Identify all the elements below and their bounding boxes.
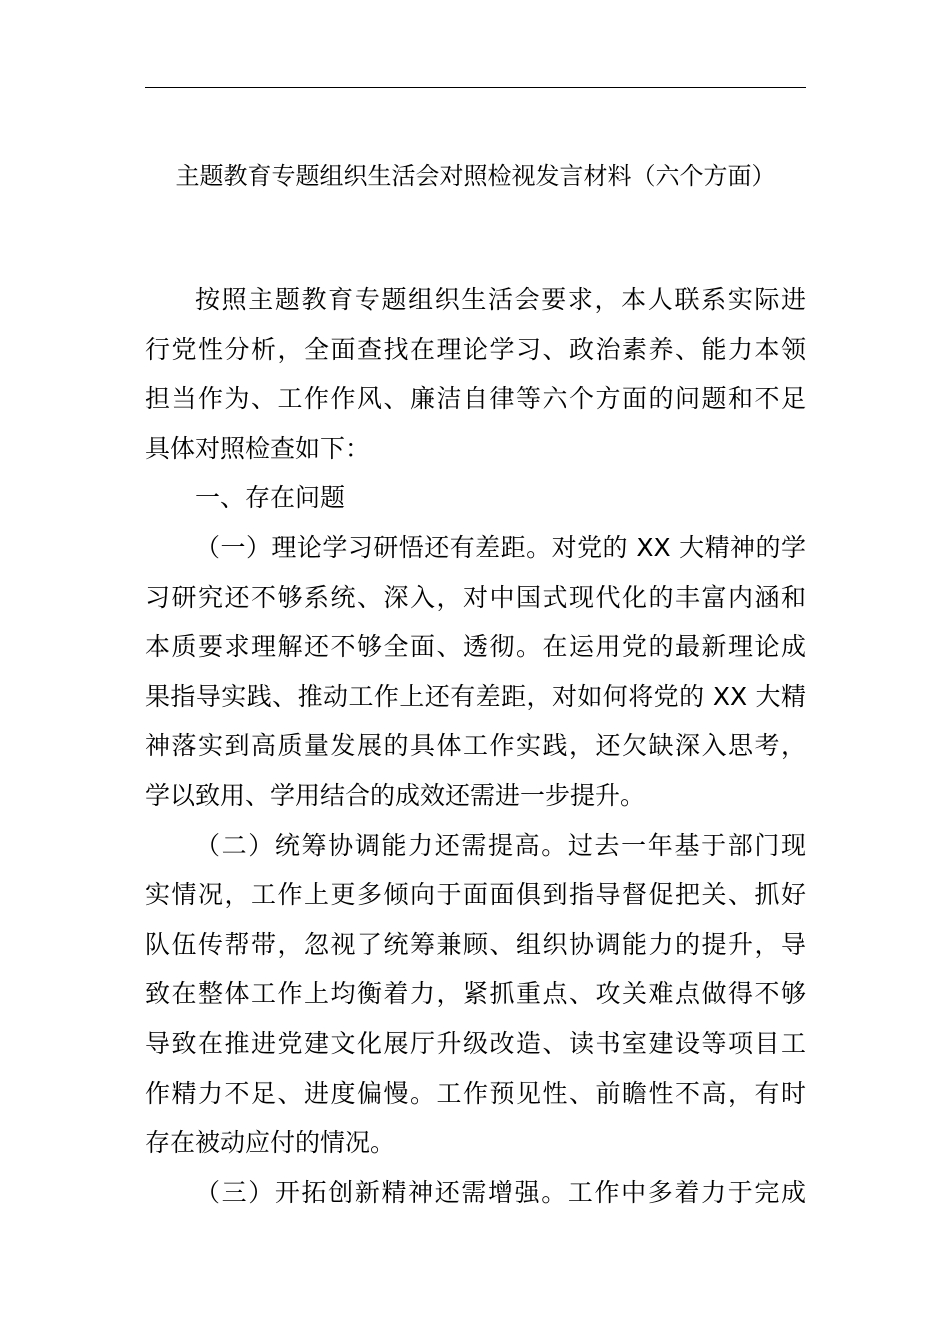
text-line: 担当作为、工作作风、廉洁自律等六个方面的问题和不足 <box>145 384 806 414</box>
text-line: 队伍传帮带，忽视了统筹兼顾、组织协调能力的提升，导 <box>145 929 806 959</box>
text-line: 一、存在问题 <box>195 483 346 513</box>
issue-paragraph-2 <box>145 821 806 1168</box>
text-line: 行党性分析，全面查找在理论学习、政治素养、能力本领 <box>145 334 806 364</box>
issue-paragraph-3 <box>145 1168 806 1218</box>
text-line: （二）统筹协调能力还需提高。过去一年基于部门现 <box>195 830 806 860</box>
intro-paragraph <box>145 275 806 473</box>
text-line: 本质要求理解还不够全面、透彻。在运用党的最新理论成 <box>145 632 806 662</box>
issue-paragraph-1 <box>145 523 806 821</box>
text-line: 习研究还不够系统、深入，对中国式现代化的丰富内涵和 <box>145 582 806 612</box>
text-line: 果指导实践、推动工作上还有差距，对如何将党的 XX 大精 <box>145 681 806 711</box>
text-line: 按照主题教育专题组织生活会要求，本人联系实际进 <box>195 285 806 314</box>
text-line: 实情况，工作上更多倾向于面面俱到指导督促把关、抓好 <box>145 880 806 910</box>
text-line: 神落实到高质量发展的具体工作实践，还欠缺深入思考， <box>145 731 806 761</box>
section-heading <box>145 473 806 523</box>
text-line: （三）开拓创新精神还需增强。工作中多着力于完成 <box>195 1177 806 1207</box>
text-line: 作精力不足、进度偏慢。工作预见性、前瞻性不高，有时 <box>145 1078 806 1108</box>
document-body <box>145 275 806 1217</box>
text-line: 存在被动应付的情况。 <box>145 1128 396 1158</box>
text-line: 致在整体工作上均衡着力，紧抓重点、攻关难点做得不够 <box>145 979 806 1009</box>
text-line: （一）理论学习研悟还有差距。对党的 XX 大精神的学 <box>195 532 806 562</box>
header-rule <box>145 87 806 88</box>
text-line: 导致在推进党建文化展厅升级改造、读书室建设等项目工 <box>145 1028 806 1058</box>
text-line: 具体对照检查如下： <box>145 433 371 463</box>
document-title: 主题教育专题组织生活会对照检视发言材料（六个方面） <box>175 162 776 190</box>
text-line: 学以致用、学用结合的成效还需进一步提升。 <box>145 780 646 810</box>
